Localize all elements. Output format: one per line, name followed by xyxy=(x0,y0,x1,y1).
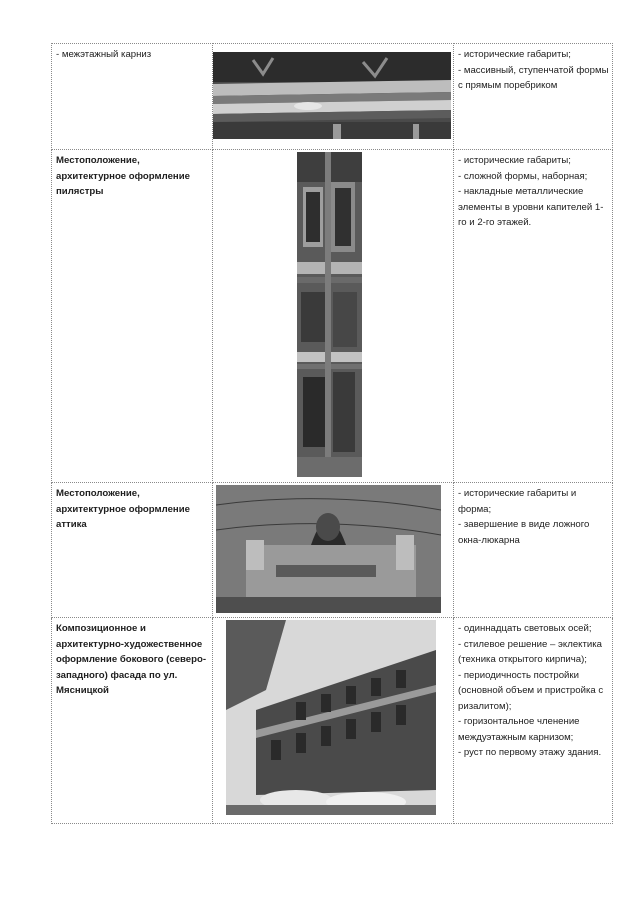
photo-cell xyxy=(213,483,454,618)
element-label: Местоположение, архитектурное оформление аттика xyxy=(56,488,190,530)
feature-item: - руст по первому этажу здания. xyxy=(458,747,602,758)
features-cell xyxy=(454,44,613,150)
feature-item: - одиннадцать световых осей; xyxy=(458,623,592,634)
feature-item: - завершение в виде ложного окна-люкарна xyxy=(458,519,590,546)
features-list xyxy=(454,618,612,761)
feature-item: - сложной формы, наборная; xyxy=(458,170,588,182)
element-cell xyxy=(52,44,213,150)
feature-item: - исторические габариты; xyxy=(458,49,571,60)
attic-photo xyxy=(213,483,453,613)
feature-item: - массивный, ступенчатой формы с прямым поребриком xyxy=(458,64,609,91)
photo-cell xyxy=(213,618,454,824)
feature-item: - исторические габариты и форма; xyxy=(458,488,577,515)
photo-cell xyxy=(213,150,454,483)
features-list xyxy=(454,44,612,94)
feature-item: - периодичность постройки (основной объем и пристройка с ризалитом); xyxy=(458,669,604,712)
heritage-elements-table xyxy=(51,43,613,824)
element-label: - межэтажный карниз xyxy=(56,49,152,60)
table-row xyxy=(52,44,613,150)
pilaster-photo xyxy=(213,150,453,477)
facade-photo xyxy=(213,618,453,815)
table-row xyxy=(52,150,613,483)
element-cell xyxy=(52,483,213,618)
features-cell xyxy=(454,618,613,824)
features-cell xyxy=(454,150,613,483)
features-list xyxy=(454,483,612,548)
cornice-photo xyxy=(213,44,453,139)
element-label: Композиционное и архитектурно-художественное оформление бокового (северо-западного) фасада по ул. Мясницкой xyxy=(56,623,207,696)
feature-item: - горизонтальное членение междуэтажным карнизом; xyxy=(458,716,580,743)
feature-item: - стилевое решение – эклектика (техника открытого кирпича); xyxy=(458,638,602,665)
features-list xyxy=(454,150,612,231)
feature-item: - накладные металлические элементы в уровни капителей 1-го и 2-го этажей. xyxy=(458,186,604,228)
element-label: Местоположение, архитектурное оформление пилястры xyxy=(56,155,190,197)
element-cell xyxy=(52,150,213,483)
table-row xyxy=(52,483,613,618)
photo-cell xyxy=(213,44,454,150)
feature-item: - исторические габариты; xyxy=(458,155,571,166)
table-row xyxy=(52,618,613,824)
features-cell xyxy=(454,483,613,618)
element-cell xyxy=(52,618,213,824)
